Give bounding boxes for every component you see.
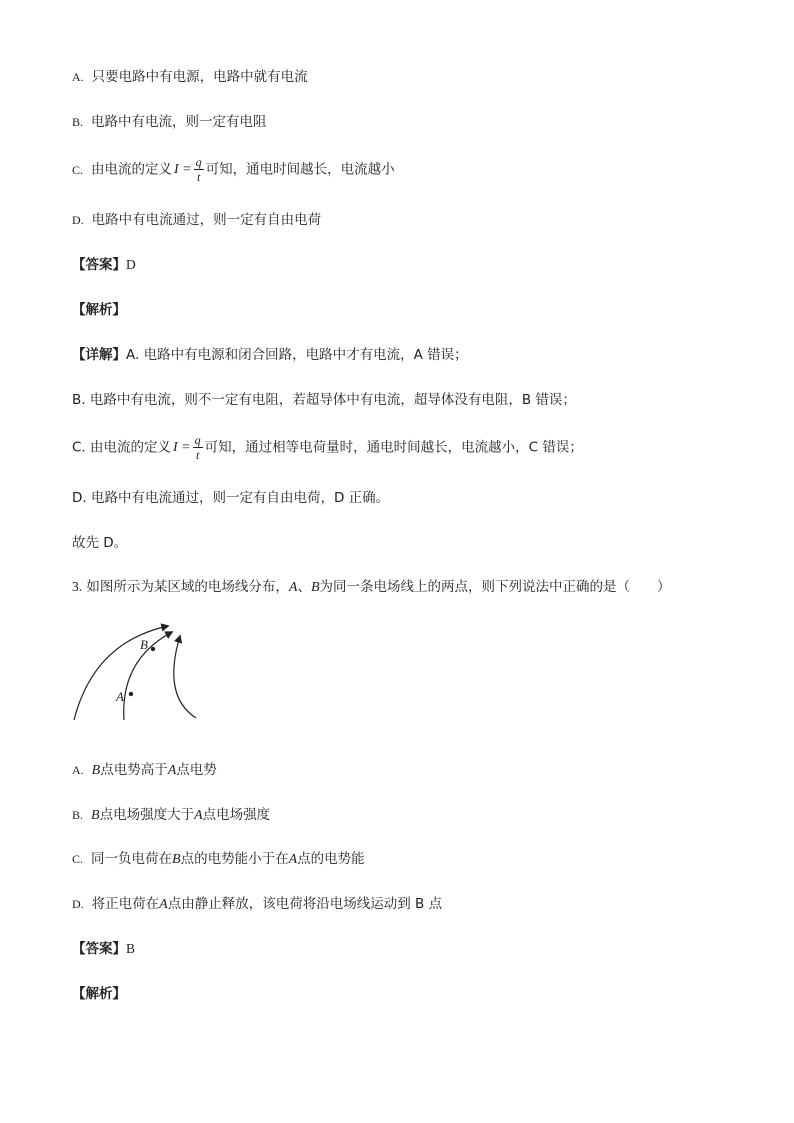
q2-analysis-heading — [72, 301, 126, 319]
point-b-dot — [151, 647, 155, 651]
point-label: B — [91, 763, 101, 778]
current-definition-formula — [174, 155, 204, 184]
formula-denominator: t — [196, 170, 201, 184]
point-label: A — [159, 897, 168, 912]
option-text: 点电势高于 — [100, 762, 168, 778]
option-text: 点的电势能小于在 — [180, 851, 289, 867]
answer-value: B — [126, 941, 136, 956]
q2-detail-line-b — [72, 391, 576, 409]
option-letter: C. — [72, 852, 84, 866]
point-label: A — [288, 852, 298, 867]
point-label: B — [172, 852, 181, 867]
q3-option-d — [72, 895, 442, 914]
stem-text: 为同一条电场线上的两点，则下列说法中正确的是（ ） — [319, 579, 671, 595]
option-text: 只要电路中有电源，电路中就有电流 — [91, 69, 308, 85]
option-text: 将正电荷在 — [91, 896, 160, 912]
option-letter: D. — [72, 213, 84, 227]
option-text: 电路中有电流，则一定有电阻 — [91, 114, 267, 130]
conclusion-text: 故先 D。 — [72, 535, 128, 551]
formula-fraction — [194, 155, 204, 184]
detail-text: A. 电路中有电源和闭合回路，电路中才有电流，A 错误； — [126, 347, 468, 363]
option-text: 点电场强度大于 — [99, 807, 195, 823]
option-text: 点由静止释放，该电荷将沿电场线运动到 B 点 — [167, 896, 443, 912]
analysis-label: 【解析】 — [72, 986, 126, 1002]
option-letter: B. — [72, 115, 84, 129]
q2-detail-line-d — [72, 489, 389, 507]
detail-text: C. 由电流的定义 — [72, 439, 172, 456]
q2-detail-line-a — [72, 346, 468, 364]
point-a-label: A — [288, 580, 298, 595]
option-text: 点的电势能 — [297, 851, 365, 867]
answer-label: 【答案】 — [72, 941, 126, 957]
q3-option-b — [72, 806, 270, 825]
field-line-left — [74, 626, 168, 720]
answer-label: 【答案】 — [72, 257, 126, 273]
option-letter: D. — [72, 897, 84, 911]
diagram-label-a: A — [116, 689, 124, 704]
q3-answer — [72, 940, 135, 958]
point-label: A — [194, 808, 203, 823]
analysis-label: 【解析】 — [72, 302, 126, 318]
option-letter: B. — [72, 808, 84, 822]
question-number: 3. — [72, 579, 83, 594]
q2-option-a — [72, 68, 308, 86]
electric-field-lines-diagram — [66, 620, 206, 730]
q2-option-c — [72, 155, 395, 184]
formula-fraction — [193, 433, 203, 462]
q2-conclusion — [72, 534, 127, 552]
detail-label: 【详解】 — [72, 347, 126, 363]
field-line-right — [174, 636, 196, 718]
formula-numerator: q — [194, 433, 201, 447]
point-label: B — [91, 808, 100, 823]
point-a-dot — [129, 692, 133, 696]
detail-text: 可知，通过相等电荷量时，通电时间越长，电流越小，C 错误； — [204, 439, 583, 456]
q2-option-b — [72, 113, 267, 131]
point-label: A — [167, 763, 177, 778]
current-definition-formula — [173, 433, 203, 462]
option-text: 可知，通电时间越长，电流越小 — [205, 161, 395, 178]
q3-analysis-heading — [72, 985, 126, 1003]
formula-denominator: t — [195, 448, 200, 462]
q2-answer — [72, 256, 136, 274]
answer-value: D — [126, 257, 136, 272]
stem-text: 如图所示为某区域的电场线分布， — [86, 579, 289, 595]
formula-numerator: q — [195, 155, 202, 169]
detail-text: B. 电路中有电流，则不一定有电阻，若超导体中有电流，超导体没有电阻，B 错误； — [72, 392, 576, 408]
option-letter: C. — [72, 162, 84, 177]
option-letter: A. — [72, 763, 84, 777]
option-text: 点电场强度 — [202, 807, 271, 823]
point-b-label: B — [310, 580, 320, 595]
q3-option-c — [72, 850, 365, 869]
option-text: 点电势 — [176, 762, 217, 778]
diagram-label-b: B — [140, 637, 148, 652]
stem-separator: 、 — [297, 579, 311, 595]
q3-option-a — [72, 761, 217, 780]
q2-option-d — [72, 211, 321, 229]
option-text: 同一负电荷在 — [91, 851, 173, 867]
option-text: 电路中有电流通过，则一定有自由电荷 — [91, 212, 322, 228]
formula-lhs: I = — [174, 161, 192, 177]
detail-text: D. 电路中有电流通过，则一定有自由电荷，D 正确。 — [72, 490, 390, 506]
q3-stem — [72, 578, 671, 597]
option-letter: A. — [72, 70, 84, 84]
formula-lhs: I = — [173, 439, 191, 455]
q2-detail-line-c — [72, 433, 583, 462]
option-text: 由电流的定义 — [91, 161, 173, 178]
